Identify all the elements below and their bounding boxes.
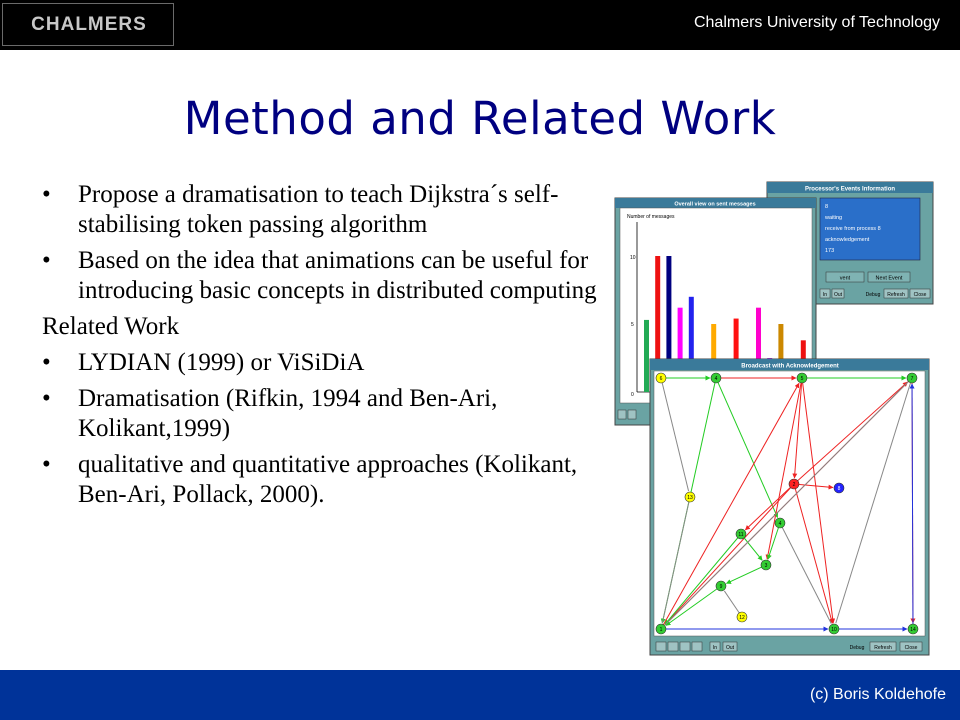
graph-node-label: 8 xyxy=(837,486,841,492)
graph-refresh-button[interactable]: Refresh xyxy=(874,645,892,651)
info-out-button[interactable]: Out xyxy=(833,292,843,298)
bullet-item xyxy=(42,384,612,444)
bar-tick-label: 5 xyxy=(631,322,634,328)
bar xyxy=(644,320,649,392)
graph-close-button[interactable]: Close xyxy=(904,645,918,651)
broadcast-graph-window xyxy=(650,359,929,655)
graph-node-label: 7 xyxy=(910,376,914,382)
graph-in-button[interactable]: In xyxy=(712,645,718,651)
graph-node-label: 4 xyxy=(714,376,718,382)
bullet-text: Propose a dramatisation to teach Dijkstra´s self-stabilising token passing algorithm xyxy=(78,181,559,238)
visualization-screenshots xyxy=(612,180,946,658)
bar-window-title: Overall view on sent messages xyxy=(674,201,756,208)
graph-node-label: 11 xyxy=(738,532,744,538)
graph-node-label: 2 xyxy=(792,482,796,488)
bullet-dot-icon: • xyxy=(42,247,51,274)
info-line: 173 xyxy=(825,248,835,254)
graph-node-label: 12 xyxy=(739,615,745,621)
info-window-title: Processor's Events Information xyxy=(804,186,896,193)
bullet-dot-icon: • xyxy=(42,349,51,376)
graph-window-title: Broadcast with Acknowledgement xyxy=(741,363,839,370)
graph-node-label: 10 xyxy=(831,627,837,633)
bullet-dot-icon: • xyxy=(42,385,51,412)
bullet-dot-icon: • xyxy=(42,451,51,478)
info-line: receive from process 8 xyxy=(825,226,881,232)
graph-node-label: 4 xyxy=(778,521,782,527)
graph-node-label: 6 xyxy=(659,376,663,382)
bar-ylabel: Number of messages xyxy=(627,214,675,220)
bar-tick-label: 10 xyxy=(630,255,636,261)
scroll-left-button[interactable] xyxy=(618,410,626,419)
graph-nav-button[interactable] xyxy=(680,642,690,651)
info-refresh-button[interactable]: Refresh xyxy=(887,292,905,298)
graph-debug-label: Debug xyxy=(849,645,865,651)
info-close-button[interactable]: Close xyxy=(913,292,927,298)
graph-node-label: 9 xyxy=(719,584,723,590)
graph-nav-button[interactable] xyxy=(692,642,702,651)
header-bar xyxy=(0,0,960,50)
info-debug-label: Debug xyxy=(865,292,881,298)
info-in-button[interactable]: In xyxy=(822,292,828,298)
related-work-heading: Related Work xyxy=(42,313,180,340)
chalmers-logo xyxy=(2,3,174,46)
slide-title: Method and Related Work xyxy=(183,92,777,145)
logo-text: CHALMERS xyxy=(31,14,147,35)
slide-content xyxy=(42,180,612,516)
university-name: Chalmers University of Technology xyxy=(693,14,940,31)
graph-out-button[interactable]: Out xyxy=(725,645,735,651)
bullet-item xyxy=(42,450,612,510)
bullet-item xyxy=(42,348,612,378)
bullet-text: Based on the idea that animations can be useful for introducing basic concepts in distributed computing xyxy=(78,247,597,304)
bullet-dot-icon: • xyxy=(42,181,51,208)
scroll-right-button[interactable] xyxy=(628,410,636,419)
next-event-button[interactable]: Next Event xyxy=(875,275,903,282)
graph-node-label: 3 xyxy=(764,563,768,569)
footer-bar xyxy=(0,670,960,720)
bar-tick-label: 0 xyxy=(631,392,634,398)
bullet-item xyxy=(42,180,612,240)
graph-node-label: 5 xyxy=(800,376,804,382)
info-line: 8 xyxy=(825,204,829,210)
graph-nav-button[interactable] xyxy=(656,642,666,651)
info-line: acknowledgement xyxy=(825,237,870,243)
bullet-text: qualitative and quantitative approaches (Kolikant, Ben-Ari, Pollack, 2000). xyxy=(78,451,578,508)
bullet-text: LYDIAN (1999) or ViSiDiA xyxy=(78,349,365,376)
graph-node-label: 1 xyxy=(659,627,663,633)
graph-node-label: 14 xyxy=(910,627,916,633)
footer-text: (c) Boris Koldehofe xyxy=(809,686,946,703)
graph-node-label: 13 xyxy=(687,495,693,501)
bullet-text: Dramatisation (Rifkin, 1994 and Ben-Ari, Kolikant,1999) xyxy=(78,385,498,442)
prev-event-button[interactable]: vent xyxy=(839,275,851,282)
info-line: waiting xyxy=(825,215,843,221)
bullet-item xyxy=(42,246,612,306)
graph-nav-button[interactable] xyxy=(668,642,678,651)
